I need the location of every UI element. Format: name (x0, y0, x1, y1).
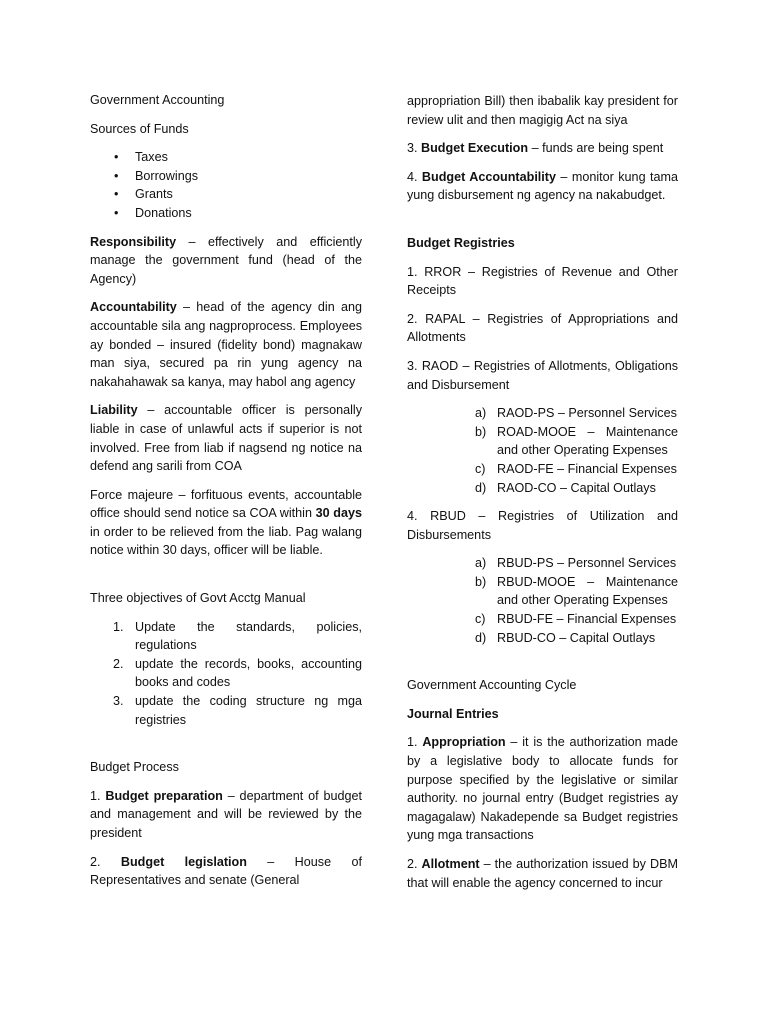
registries-heading: Budget Registries (407, 235, 515, 250)
list-item: c) RAOD-FE – Financial Expenses (475, 461, 677, 476)
left-column (90, 91, 362, 900)
list-item: 2. update the records, books, accounting books and codes (113, 656, 362, 690)
journal-entry-1: 1. Appropriation – it is the authorization made by a legislative body to allocate funds for purpose specified by the legislative or similar authority. no journal entry (Budget registries ay magagalaw) Nakadepende sa Budget registries yung mga transactions (407, 735, 678, 843)
sources-heading: Sources of Funds (90, 121, 189, 136)
document-title: Government Accounting (90, 93, 225, 107)
list-item: d) RBUD-CO – Capital Outlays (475, 630, 656, 645)
list-item: a) RBUD-PS – Personnel Services (475, 556, 677, 571)
right-column (407, 92, 678, 902)
budget-step-2: 2. Budget legislation – House of Representatives and senate (General (90, 854, 362, 888)
objectives-heading: Three objectives of Govt Acctg Manual (90, 591, 306, 606)
budget-process-heading: Budget Process (90, 760, 179, 775)
list-item: • Grants (114, 187, 173, 202)
force-majeure-paragraph: Force majeure – forfituous events, accountable office should send notice sa COA within 30 days in order to be relieved from the liab. Pag walang notice within 30 days, officer will be liable. (90, 487, 362, 558)
budget-step-2-continued: appropriation Bill) then ibabalik kay president for review ulit and then magigig Act na siya (407, 94, 678, 127)
list-item: c) RBUD-FE – Financial Expenses (475, 612, 677, 627)
registry-rror: 1. RROR – Registries of Revenue and Other Receipts (407, 264, 678, 298)
budget-step-1: 1. Budget preparation – department of budget and management and will be reviewed by the president (90, 788, 362, 840)
budget-step-4: 4. Budget Accountability – monitor kung tama yung disbursement ng agency na nakabudget. (407, 169, 678, 203)
list-item: • Borrowings (114, 168, 198, 183)
list-item: 3. update the coding structure ng mga registries (113, 694, 362, 727)
liability-paragraph: Liability – accountable officer is personally liable in case of unlawful acts if superior is not involved. Free from liab if nagsend ng notice na defend ang sarili from COA (90, 403, 362, 474)
cycle-heading: Government Accounting Cycle (407, 678, 577, 693)
rbud-list (407, 554, 678, 647)
responsibility-paragraph: Responsibility – effectively and efficiently manage the government fund (head of the Agency) (90, 234, 362, 286)
list-item: b) RBUD-MOOE – Maintenance and other Operating Expenses (475, 574, 678, 608)
registry-rapal: 2. RAPAL – Registries of Appropriations and Allotments (407, 311, 678, 345)
raod-list (407, 404, 678, 497)
registry-rbud: 4. RBUD – Registries of Utilization and Disbursements (407, 509, 678, 542)
accountability-paragraph: Accountability – head of the agency din ang accountable sila ang nagproprocess. Employees ay bonded – insured (fidelity bond) magnakaw man siya, secured pa rin yung agency na nakahahawak sa kanya, may habol ang agency (90, 300, 362, 389)
sources-list (90, 148, 362, 222)
list-item: 1. Update the standards, policies, regulations (113, 619, 362, 653)
journal-entry-2: 2. Allotment – the authorization issued by DBM that will enable the agency concerned to incur (407, 857, 678, 890)
registry-raod: 3. RAOD – Registries of Allotments, Obligations and Disbursement (407, 358, 678, 392)
objectives-list (90, 618, 362, 730)
list-item: • Donations (114, 205, 192, 220)
budget-step-3: 3. Budget Execution – funds are being spent (407, 141, 664, 156)
list-item: • Taxes (114, 150, 168, 165)
list-item: b) ROAD-MOOE – Maintenance and other Operating Expenses (475, 424, 678, 458)
list-item: d) RAOD-CO – Capital Outlays (475, 480, 656, 495)
list-item: a) RAOD-PS – Personnel Services (475, 406, 677, 421)
journal-heading: Journal Entries (407, 706, 499, 721)
